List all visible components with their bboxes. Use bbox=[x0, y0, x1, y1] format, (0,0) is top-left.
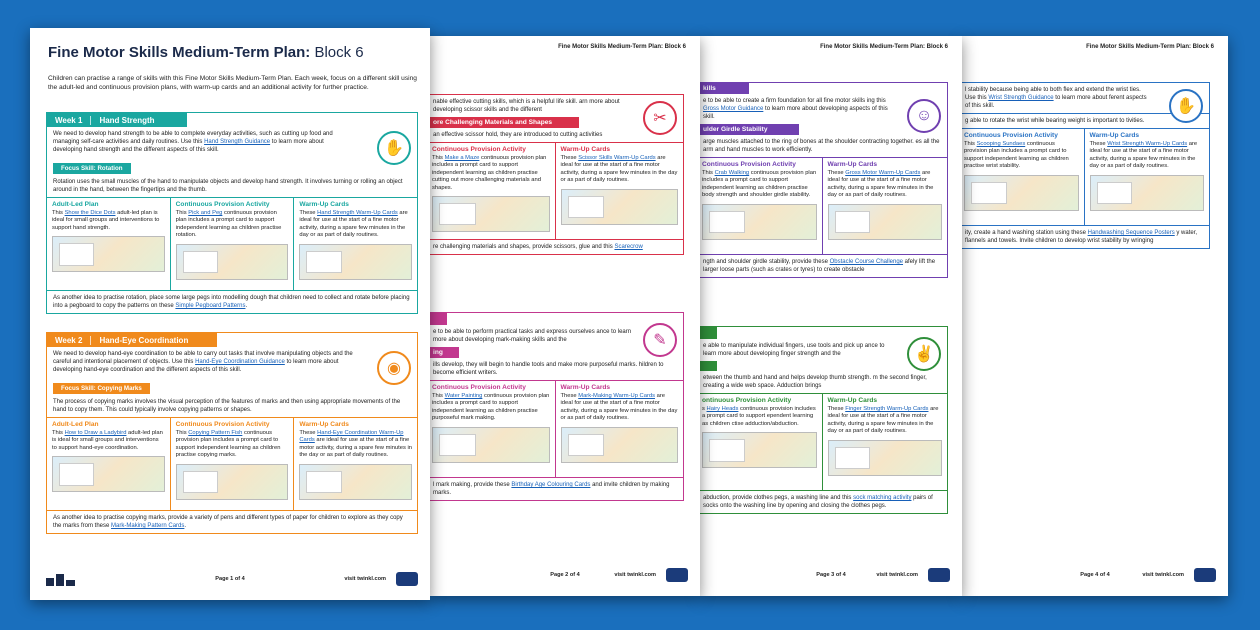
continuous-provision-column: Continuous Provision Activity This Crab Walking continuous provision plan includes a prompt card to support independent learning as children practise body strength and shoulder girdle stability. bbox=[700, 158, 823, 254]
resource-thumbnail bbox=[299, 464, 412, 500]
warm-up-column: Warm-Up Cards These Hand-Eye Coordination Warm-Up Cards are ideal for use at the start of a fine motor activity, during a spare few minutes in the day or as part of daily routines. bbox=[294, 418, 417, 510]
twinkl-logo bbox=[928, 568, 950, 582]
wrist-strength-guidance-link[interactable]: Wrist Strength Guidance bbox=[988, 95, 1054, 101]
footer-url: visit twinkl.com bbox=[344, 576, 386, 582]
hand-strength-guidance-link[interactable]: Hand Strength Guidance bbox=[204, 139, 271, 145]
focus-skill-badge: Focus Skill: Rotation bbox=[53, 163, 131, 174]
scissor-skills-warm-up-link[interactable]: Scissor Skills Warm-Up Cards bbox=[578, 155, 656, 161]
finger-strength-icon: ✌ bbox=[907, 337, 941, 371]
obstacle-course-link[interactable]: Obstacle Course Challenge bbox=[829, 259, 904, 265]
continuous-provision-column: Continuous Provision Activity This Pick and Peg continuous provision plan includes a prompt card to support independent learning as children practise rotation. bbox=[171, 198, 295, 290]
gross-motor-icon: ☺ bbox=[907, 99, 941, 133]
week-3-section: nable effective cutting skills, which is a helpful life skill. arn more about developing scissor skills and the different ✂ ore Challenging Materials and Shapes an effective scissor hold, they are introduced to cutting activities Continuous Provision Activity This Make a Maze continuous provision plan includes a prompt card to support independent learning as children practise cutting out more challenging materials and shapes. Warm-Up Cards These Scissor Skills Warm-Up Cards are ideal for use at the start of a fine motor activity, during a spare few minutes in the day or as part of daily routines. re challenging materials and shapes, provide scissors, glue and this Scarecrow bbox=[430, 94, 684, 255]
resource-thumbnail bbox=[52, 456, 165, 492]
focus-text: an effective scissor hold, they are introduced to cutting activities bbox=[433, 132, 603, 138]
footer-url: visit twinkl.com bbox=[614, 572, 656, 578]
resource-thumbnail bbox=[964, 175, 1079, 211]
focus-text: g able to rotate the wrist while bearing weight is important to tivities. bbox=[962, 113, 1209, 128]
week-4-section: e to be able to perform practical tasks and express ourselves ance to learn more about developing mark-making skills and the ✎ ing ills develop, they will begin to handle tools and make more purposeful marks. hildren to become efficient writers. Continuous Provision Activity This Water Painting continuous provision plan includes a prompt card to support independent learning as children practise purposeful mark making. Warm-Up Cards These Mark-Making Warm-Up Cards are ideal for use at the start of a fine motor activity, during a spare few minutes in the day or as part of daily routines. l mark making, provide these Birthday Age Colouring Cards and invite children by making marks. bbox=[430, 312, 684, 501]
draw-ladybird-link[interactable]: How to Draw a Ladybird bbox=[64, 430, 127, 436]
continuous-provision-column: Continuous Provision Activity This Copying Pattern Fish continuous provision plan includes a prompt card to support independent learning as children practise copying marks. bbox=[171, 418, 295, 510]
make-a-maze-link[interactable]: Make a Maze bbox=[444, 155, 480, 161]
hairy-heads-link[interactable]: Hairy Heads bbox=[706, 406, 739, 412]
gross-motor-guidance-link[interactable]: Gross Motor Guidance bbox=[703, 106, 764, 112]
water-painting-link[interactable]: Water Painting bbox=[444, 393, 483, 399]
copying-pattern-fish-link[interactable]: Copying Pattern Fish bbox=[188, 430, 243, 436]
resource-thumbnail bbox=[432, 196, 550, 232]
page-footer bbox=[30, 572, 430, 586]
resource-thumbnail bbox=[702, 432, 817, 468]
week-1-header: Week 1 Hand Strength bbox=[47, 113, 187, 127]
birthday-colouring-link[interactable]: Birthday Age Colouring Cards bbox=[511, 482, 591, 488]
resource-thumbnail bbox=[561, 427, 679, 463]
resource-thumbnail bbox=[52, 236, 165, 272]
resource-thumbnail bbox=[176, 244, 289, 280]
twinkl-logo bbox=[396, 572, 418, 586]
twinkl-logo bbox=[1194, 568, 1216, 582]
page-3 bbox=[700, 36, 962, 596]
page-number: Page 4 of 4 bbox=[1080, 572, 1110, 578]
resource-thumbnail bbox=[176, 464, 289, 500]
week-1-section: Week 1 Hand Strength ✋ We need to develop hand strength to be able to complete everyday activities, such as cutting up food and managing self-care activities and daily routines. Use this Hand Strength Guidance to learn more about developing hand strength and the different aspects of this skill. Focus Skill: Rotation Rotation uses the small muscles of the hand to manipulate objects and develop hand strength. It involves turning or rolling an object around in the hand, between the fingertips and the thumb. Adult-Led Plan This Show the Dice Dots adult-led plan is ideal for small groups and interventions to support hand strength. Continuous Provision Activity This Pick and Peg continuous provision plan includes a prompt card to support independent learning as children practise rotation. Warm-Up Cards These Hand Strength Warm-Up Cards are ideal for use at the start of a fine motor activity, during a spare few minutes in the day or as part of daily routines. As another idea to practise rotation, place some large pegs into modelling dough that children need to collect and rotate before placing into a pegboard to copy the patterns on these Simple Pegboard Patterns. bbox=[46, 112, 418, 314]
gross-motor-warm-up-link[interactable]: Gross Motor Warm-Up Cards bbox=[845, 170, 921, 176]
page-footer bbox=[700, 568, 962, 582]
eye-hand-icon: ◉ bbox=[377, 351, 411, 385]
warm-up-column: Warm-Up Cards These Finger Strength Warm-Up Cards are ideal for use at the start of a fine motor activity, during a spare few minutes in the day or as part of daily routines. bbox=[823, 394, 948, 490]
simple-pegboard-link[interactable]: Simple Pegboard Patterns bbox=[175, 303, 246, 309]
pick-and-peg-link[interactable]: Pick and Peg bbox=[188, 210, 223, 216]
pencil-icon: ✎ bbox=[643, 323, 677, 357]
page-number: Page 1 of 4 bbox=[215, 576, 245, 582]
week-2-section: Week 2 Hand-Eye Coordination ◉ We need to develop hand-eye coordination to be able to carry out tasks that involve manipulating objects and the careful and intentional placement of objects. Use this Hand-Eye Coordination Guidance to learn more about developing hand-eye coordination and the different aspects of this skill. Focus Skill: Copying Marks The process of copying marks involves the visual perception of the features of marks and then using appropriate movements of the hand to copy them. This could typically involve copying patterns or shapes. Adult-Led Plan This How to Draw a Ladybird adult-led plan is ideal for small groups and interventions to support hand-eye coordination. Continuous Provision Activity This Copying Pattern Fish continuous provision plan includes a prompt card to support independent learning as children practise copying marks. Warm-Up Cards These Hand-Eye Coordination Warm-Up Cards are ideal for use at the start of a fine motor activity, during a spare few minutes in the day or as part of daily routines. As another idea to practise copying marks, provide a variety of pens and different types of paper for children to explore as they copy the marks from these Mark-Making Pattern Cards. bbox=[46, 332, 418, 534]
resource-thumbnail bbox=[299, 244, 412, 280]
focus-text: etween the thumb and hand and helps develop thumb strength. m the second finger, creating a wide web space. Adduction brings bbox=[703, 375, 927, 389]
warm-up-column: Warm-Up Cards These Wrist Strength Warm-Up Cards are ideal for use at the start of a fine motor activity, during a spare few minutes in the day or as part of daily routines. bbox=[1085, 129, 1210, 225]
week-2-header: Week 2 Hand-Eye Coordination bbox=[47, 333, 217, 347]
continuous-provision-column: Continuous Provision Activity This Make a Maze continuous provision plan includes a prompt card to support independent learning as children practise cutting out more challenging materials and shapes. bbox=[430, 143, 556, 239]
warm-up-column: Warm-Up Cards These Scissor Skills Warm-Up Cards are ideal for use at the start of a fine motor activity, during a spare few minutes in the day or as part of daily routines. bbox=[556, 143, 684, 239]
resource-thumbnail bbox=[828, 204, 943, 240]
continuous-provision-column: Continuous Provision Activity This Scooping Sundaes continuous provision plan includes a prompt card to support independent learning as children practise wrist stability. bbox=[962, 129, 1085, 225]
crab-walking-link[interactable]: Crab Walking bbox=[714, 170, 750, 176]
wrist-strength-warm-up-link[interactable]: Wrist Strength Warm-Up Cards bbox=[1107, 141, 1188, 147]
finger-strength-warm-up-link[interactable]: Finger Strength Warm-Up Cards bbox=[845, 406, 929, 412]
week-6-section: e able to manipulate individual fingers, use tools and pick up ance to learn more about developing finger strength and the ✌ etween the thumb and hand and helps develop thumb strength. m the second finger, creating a wide web space. Adduction brings ontinuous Provision Activity s Hairy Heads continuous provision includes a prompt card to support ependent learning as children ctise adduction/abduction. Warm-Up Cards These Finger Strength Warm-Up Cards are ideal for use at the start of a fine motor activity, during a spare few minutes in the day or as part of daily routines. abduction, provide clothes pegs, a washing line and this sock matching activity pairs of socks onto the washing line by opening and closing the clothes pegs. bbox=[700, 326, 948, 514]
footer-url: visit twinkl.com bbox=[876, 572, 918, 578]
focus-text: Rotation uses the small muscles of the hand to manipulate objects and develop hand strength. It involves turning or rolling an object around in the hand, between the fingertips and the thumb. bbox=[53, 179, 403, 193]
warm-up-column: Warm-Up Cards These Mark-Making Warm-Up Cards are ideal for use at the start of a fine motor activity, during a spare few minutes in the day or as part of daily routines. bbox=[556, 381, 684, 477]
focus-text: arge muscles attached to the ring of bones at the shoulder contracting together. es all the arm and hand muscles to work efficiently. bbox=[703, 139, 940, 153]
page-4 bbox=[962, 36, 1228, 596]
week-5-section: kills e to be able to create a firm foundation for all fine motor skills ing this Gross Motor Guidance to learn more about developing aspects of this skill. ☺ ulder Girdle Stability arge muscles attached to the ring of bones at the shoulder contracting together. es all the arm and hand muscles to work efficiently. Continuous Provision Activity This Crab Walking continuous provision plan includes a prompt card to support independent learning as children practise body strength and shoulder girdle stability. Warm-Up Cards These Gross Motor Warm-Up Cards are ideal for use at the start of a fine motor activity, during a spare few minutes in the day or as part of daily routines. ngth and shoulder girdle stability, provide these Obstacle Course Challenge afely lift the larger loose parts (such as crates or tyres) to create obstacle bbox=[700, 82, 948, 278]
resource-thumbnail bbox=[702, 204, 817, 240]
adult-led-column: Adult-Led Plan This Show the Dice Dots adult-led plan is ideal for small groups and interventions to support hand strength. bbox=[47, 198, 171, 290]
wrist-strength-icon: ✋ bbox=[1169, 89, 1203, 123]
hand-strength-icon: ✋ bbox=[377, 131, 411, 165]
intro-text: Children can practise a range of skills with this Fine Motor Skills Medium-Term Plan. Each week, focus on a different skill using the adult-led and continuous provision plans, with warm-up cards and an additional activity for further practice. bbox=[48, 75, 417, 91]
footer-url: visit twinkl.com bbox=[1142, 572, 1184, 578]
continuous-provision-column: ontinuous Provision Activity s Hairy Heads continuous provision includes a prompt card to support ependent learning as children ctise adduction/abduction. bbox=[700, 394, 823, 490]
page-number: Page 2 of 4 bbox=[550, 572, 580, 578]
resource-thumbnail bbox=[1090, 175, 1205, 211]
resource-thumbnail bbox=[828, 440, 943, 476]
resource-thumbnail bbox=[561, 189, 679, 225]
adult-led-column: Adult-Led Plan This How to Draw a Ladybird adult-led plan is ideal for small groups and interventions to support hand-eye coordination. bbox=[47, 418, 171, 510]
twinkl-logo bbox=[666, 568, 688, 582]
hand-eye-warm-up-link[interactable]: Hand-Eye Coordination Warm-Up Cards bbox=[299, 430, 404, 444]
sock-matching-link[interactable]: sock matching activity bbox=[853, 495, 912, 501]
handwashing-posters-link[interactable]: Handwashing Sequence Posters bbox=[1087, 230, 1175, 236]
show-dice-dots-link[interactable]: Show the Dice Dots bbox=[64, 210, 116, 216]
running-title: Fine Motor Skills Medium-Term Plan: Block 6 bbox=[558, 44, 686, 50]
books-icon bbox=[46, 572, 76, 586]
resource-thumbnail bbox=[432, 427, 550, 463]
warm-up-column: Warm-Up Cards These Hand Strength Warm-Up Cards are ideal for use at the start of a fine motor activity, during a spare few minutes in the day or as part of daily routines. bbox=[294, 198, 417, 290]
warm-up-column: Warm-Up Cards These Gross Motor Warm-Up Cards are ideal for use at the start of a fine motor activity, during a spare few minutes in the day or as part of daily routines. bbox=[823, 158, 948, 254]
page-1 bbox=[30, 28, 430, 600]
hand-strength-warm-up-link[interactable]: Hand Strength Warm-Up Cards bbox=[317, 210, 398, 216]
focus-skill-badge: Focus Skill: Copying Marks bbox=[53, 383, 150, 394]
page-footer bbox=[430, 568, 700, 582]
page-2 bbox=[430, 36, 700, 596]
week-7-section: l stability because being able to both flex and extend the wrist ties. Use this Wrist Strength Guidance to learn more about ferent aspects of this skill. ✋ g able to rotate the wrist while bearing weight is important to tivities. Continuous Provision Activity This Scooping Sundaes continuous provision plan includes a prompt card to support independent learning as children practise wrist stability. Warm-Up Cards These Wrist Strength Warm-Up Cards are ideal for use at the start of a fine motor activity, during a spare few minutes in the day or as part of daily routines. ity, create a hand washing station using these Handwashing Sequence Posters y water, flannels and towels. Invite children to develop wrist stability by wringing bbox=[962, 82, 1210, 249]
scooping-sundaes-link[interactable]: Scooping Sundaes bbox=[976, 141, 1026, 147]
page-footer bbox=[962, 568, 1228, 582]
focus-text: The process of copying marks involves the visual perception of the features of marks and then using appropriate movements of the hand to copy them. This could typically involve copying patterns or shapes. bbox=[53, 399, 401, 413]
page-number: Page 3 of 4 bbox=[816, 572, 846, 578]
running-title: Fine Motor Skills Medium-Term Plan: Block 6 bbox=[1086, 44, 1214, 50]
continuous-provision-column: Continuous Provision Activity This Water Painting continuous provision plan includes a prompt card to support independent learning as children practise purposeful mark making. bbox=[430, 381, 556, 477]
running-title: Fine Motor Skills Medium-Term Plan: Block 6 bbox=[820, 44, 948, 50]
mark-making-pattern-link[interactable]: Mark-Making Pattern Cards bbox=[111, 523, 185, 529]
mark-making-warm-up-link[interactable]: Mark-Making Warm-Up Cards bbox=[578, 393, 655, 399]
scarecrow-link[interactable]: Scarecrow bbox=[614, 244, 643, 250]
scissors-icon: ✂ bbox=[643, 101, 677, 135]
page-title: Fine Motor Skills Medium-Term Plan: Block 6 bbox=[48, 44, 364, 61]
focus-text: ills develop, they will begin to handle tools and make more purposeful marks. hildren to become efficient writers. bbox=[433, 362, 664, 376]
hand-eye-guidance-link[interactable]: Hand-Eye Coordination Guidance bbox=[195, 359, 285, 365]
